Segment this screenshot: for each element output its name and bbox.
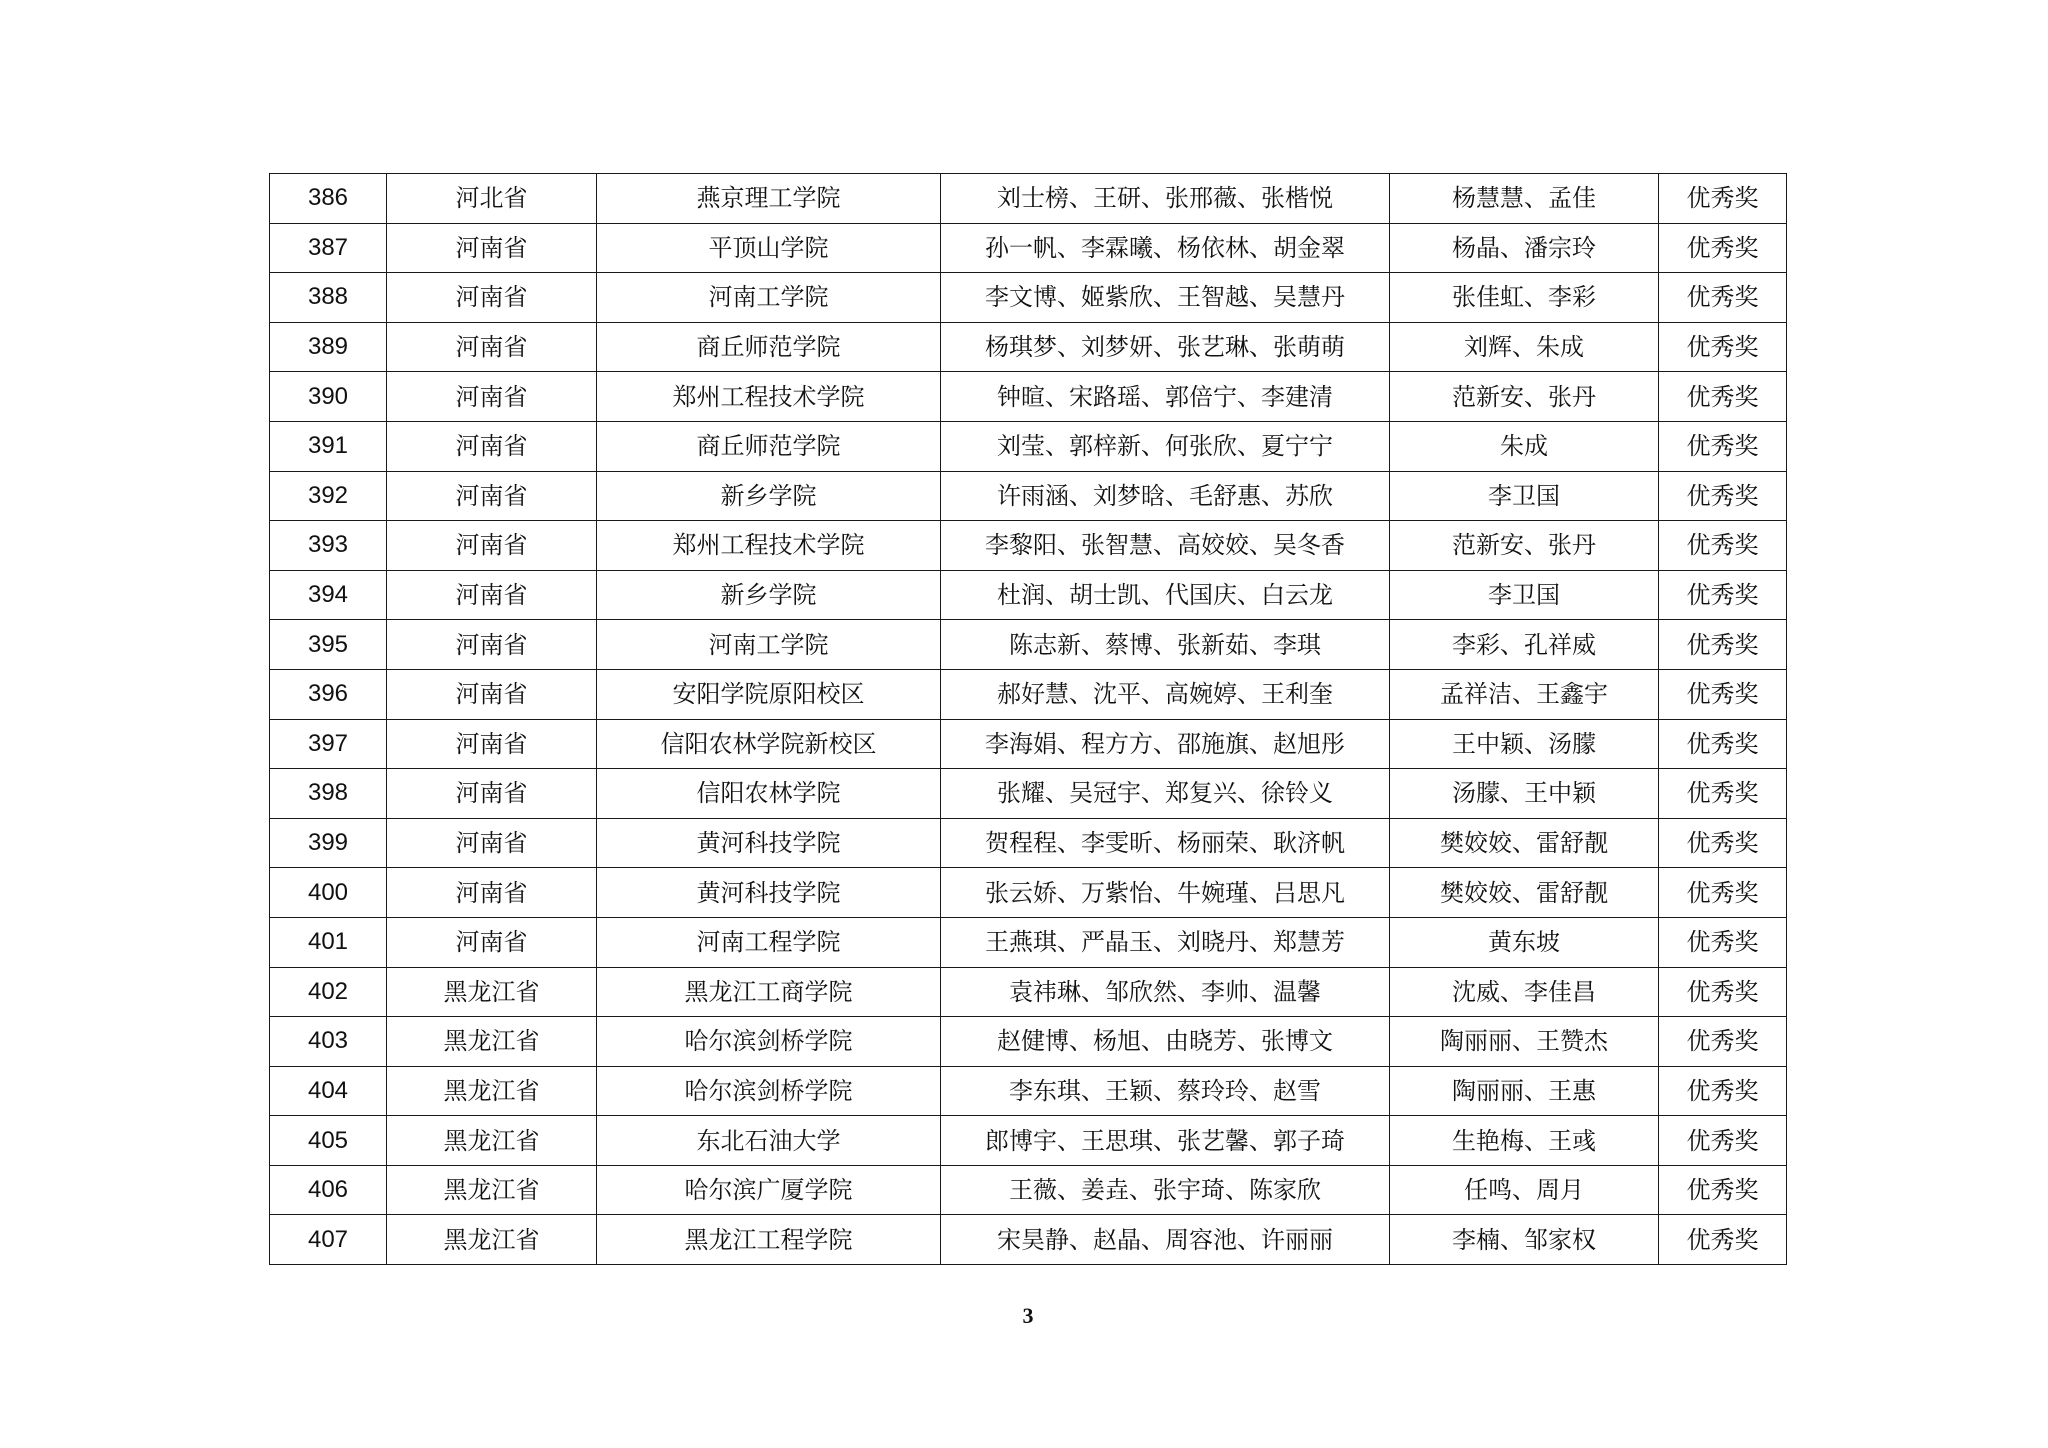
cell-province: 黑龙江省 [387, 1215, 597, 1265]
cell-number: 395 [270, 620, 387, 670]
cell-school: 黄河科技学院 [597, 818, 941, 868]
cell-school: 新乡学院 [597, 570, 941, 620]
cell-award: 优秀奖 [1659, 223, 1787, 273]
cell-province: 河南省 [387, 372, 597, 422]
cell-number: 399 [270, 818, 387, 868]
cell-number: 392 [270, 471, 387, 521]
table-row [270, 273, 1787, 323]
cell-advisors: 杨慧慧、孟佳 [1390, 174, 1659, 224]
table-row [270, 471, 1787, 521]
cell-school: 郑州工程技术学院 [597, 521, 941, 571]
cell-school: 黑龙江工程学院 [597, 1215, 941, 1265]
cell-province: 河南省 [387, 570, 597, 620]
table-row [270, 967, 1787, 1017]
cell-number: 400 [270, 868, 387, 918]
cell-advisors: 李彩、孔祥威 [1390, 620, 1659, 670]
page-number: 3 [1022, 1303, 1034, 1328]
cell-advisors: 李楠、邹家权 [1390, 1215, 1659, 1265]
cell-province: 黑龙江省 [387, 1116, 597, 1166]
cell-award: 优秀奖 [1659, 421, 1787, 471]
cell-advisors: 孟祥洁、王鑫宇 [1390, 669, 1659, 719]
cell-advisors: 刘辉、朱成 [1390, 322, 1659, 372]
cell-number: 394 [270, 570, 387, 620]
cell-province: 黑龙江省 [387, 1017, 597, 1067]
table-row [270, 917, 1787, 967]
cell-award: 优秀奖 [1659, 1017, 1787, 1067]
cell-advisors: 李卫国 [1390, 570, 1659, 620]
table-row [270, 818, 1787, 868]
cell-number: 393 [270, 521, 387, 571]
table-row [270, 223, 1787, 273]
cell-advisors: 任鸣、周月 [1390, 1165, 1659, 1215]
cell-students: 刘士榜、王研、张邢薇、张楷悦 [941, 174, 1390, 224]
cell-students: 孙一帆、李霖曦、杨依林、胡金翠 [941, 223, 1390, 273]
cell-award: 优秀奖 [1659, 372, 1787, 422]
cell-advisors: 生艳梅、王彧 [1390, 1116, 1659, 1166]
cell-number: 402 [270, 967, 387, 1017]
cell-advisors: 陶丽丽、王赞杰 [1390, 1017, 1659, 1067]
cell-school: 黑龙江工商学院 [597, 967, 941, 1017]
cell-number: 406 [270, 1165, 387, 1215]
cell-award: 优秀奖 [1659, 620, 1787, 670]
cell-school: 河南工学院 [597, 273, 941, 323]
cell-advisors: 樊姣姣、雷舒靓 [1390, 818, 1659, 868]
cell-school: 哈尔滨剑桥学院 [597, 1066, 941, 1116]
cell-award: 优秀奖 [1659, 818, 1787, 868]
cell-students: 李东琪、王颖、蔡玲玲、赵雪 [941, 1066, 1390, 1116]
cell-award: 优秀奖 [1659, 769, 1787, 819]
cell-advisors: 范新安、张丹 [1390, 521, 1659, 571]
cell-advisors: 王中颖、汤朦 [1390, 719, 1659, 769]
cell-province: 河南省 [387, 521, 597, 571]
cell-number: 388 [270, 273, 387, 323]
cell-number: 398 [270, 769, 387, 819]
cell-school: 安阳学院原阳校区 [597, 669, 941, 719]
table-row [270, 669, 1787, 719]
cell-province: 河南省 [387, 471, 597, 521]
cell-students: 郎博宇、王思琪、张艺馨、郭子琦 [941, 1116, 1390, 1166]
cell-students: 许雨涵、刘梦晗、毛舒惠、苏欣 [941, 471, 1390, 521]
cell-students: 陈志新、蔡博、张新茹、李琪 [941, 620, 1390, 670]
cell-province: 黑龙江省 [387, 1165, 597, 1215]
cell-number: 405 [270, 1116, 387, 1166]
cell-students: 宋昊静、赵晶、周容池、许丽丽 [941, 1215, 1390, 1265]
cell-number: 397 [270, 719, 387, 769]
cell-province: 河南省 [387, 421, 597, 471]
cell-award: 优秀奖 [1659, 471, 1787, 521]
cell-students: 张耀、吴冠宇、郑复兴、徐铃义 [941, 769, 1390, 819]
table-row [270, 1165, 1787, 1215]
cell-school: 哈尔滨广厦学院 [597, 1165, 941, 1215]
cell-advisors: 杨晶、潘宗玲 [1390, 223, 1659, 273]
cell-award: 优秀奖 [1659, 570, 1787, 620]
cell-award: 优秀奖 [1659, 174, 1787, 224]
cell-award: 优秀奖 [1659, 1165, 1787, 1215]
cell-students: 钟暄、宋路瑶、郭倍宁、李建清 [941, 372, 1390, 422]
cell-award: 优秀奖 [1659, 669, 1787, 719]
cell-advisors: 李卫国 [1390, 471, 1659, 521]
table-row [270, 570, 1787, 620]
cell-school: 河南工学院 [597, 620, 941, 670]
cell-number: 401 [270, 917, 387, 967]
cell-students: 李文博、姬紫欣、王智越、吴慧丹 [941, 273, 1390, 323]
cell-province: 河南省 [387, 769, 597, 819]
cell-province: 河南省 [387, 273, 597, 323]
cell-school: 信阳农林学院 [597, 769, 941, 819]
cell-number: 390 [270, 372, 387, 422]
cell-school: 郑州工程技术学院 [597, 372, 941, 422]
cell-school: 新乡学院 [597, 471, 941, 521]
cell-number: 407 [270, 1215, 387, 1265]
cell-advisors: 张佳虹、李彩 [1390, 273, 1659, 323]
table-row [270, 1116, 1787, 1166]
cell-award: 优秀奖 [1659, 967, 1787, 1017]
cell-province: 河南省 [387, 719, 597, 769]
cell-number: 391 [270, 421, 387, 471]
cell-students: 郝好慧、沈平、高婉婷、王利奎 [941, 669, 1390, 719]
cell-province: 河南省 [387, 223, 597, 273]
cell-students: 杨琪梦、刘梦妍、张艺琳、张萌萌 [941, 322, 1390, 372]
cell-award: 优秀奖 [1659, 917, 1787, 967]
cell-province: 河北省 [387, 174, 597, 224]
cell-school: 哈尔滨剑桥学院 [597, 1017, 941, 1067]
award-table [269, 173, 1787, 1265]
cell-province: 河南省 [387, 322, 597, 372]
cell-school: 平顶山学院 [597, 223, 941, 273]
table-row [270, 769, 1787, 819]
cell-award: 优秀奖 [1659, 1066, 1787, 1116]
cell-award: 优秀奖 [1659, 521, 1787, 571]
cell-number: 396 [270, 669, 387, 719]
cell-award: 优秀奖 [1659, 273, 1787, 323]
cell-province: 河南省 [387, 669, 597, 719]
table-row [270, 322, 1787, 372]
cell-number: 403 [270, 1017, 387, 1067]
cell-school: 商丘师范学院 [597, 421, 941, 471]
cell-advisors: 黄东坡 [1390, 917, 1659, 967]
cell-award: 优秀奖 [1659, 1116, 1787, 1166]
cell-school: 燕京理工学院 [597, 174, 941, 224]
cell-advisors: 沈威、李佳昌 [1390, 967, 1659, 1017]
cell-students: 李黎阳、张智慧、高姣姣、吴冬香 [941, 521, 1390, 571]
cell-advisors: 樊姣姣、雷舒靓 [1390, 868, 1659, 918]
cell-award: 优秀奖 [1659, 1215, 1787, 1265]
cell-province: 黑龙江省 [387, 967, 597, 1017]
cell-school: 信阳农林学院新校区 [597, 719, 941, 769]
cell-students: 张云娇、万紫怡、牛婉瑾、吕思凡 [941, 868, 1390, 918]
cell-school: 黄河科技学院 [597, 868, 941, 918]
cell-number: 386 [270, 174, 387, 224]
table-row [270, 1215, 1787, 1265]
table-row [270, 421, 1787, 471]
cell-advisors: 朱成 [1390, 421, 1659, 471]
table-row [270, 719, 1787, 769]
cell-province: 河南省 [387, 818, 597, 868]
table-row [270, 521, 1787, 571]
table-row [270, 174, 1787, 224]
cell-number: 389 [270, 322, 387, 372]
cell-award: 优秀奖 [1659, 868, 1787, 918]
cell-advisors: 范新安、张丹 [1390, 372, 1659, 422]
cell-advisors: 汤朦、王中颖 [1390, 769, 1659, 819]
cell-students: 袁祎琳、邹欣然、李帅、温馨 [941, 967, 1390, 1017]
cell-award: 优秀奖 [1659, 322, 1787, 372]
cell-students: 贺程程、李雯昕、杨丽荣、耿济帆 [941, 818, 1390, 868]
table-row [270, 1066, 1787, 1116]
cell-students: 李海娟、程方方、邵施旗、赵旭彤 [941, 719, 1390, 769]
cell-students: 王薇、姜垚、张宇琦、陈家欣 [941, 1165, 1390, 1215]
cell-number: 387 [270, 223, 387, 273]
table-row [270, 1017, 1787, 1067]
table-row [270, 372, 1787, 422]
cell-number: 404 [270, 1066, 387, 1116]
table-row [270, 868, 1787, 918]
cell-students: 杜润、胡士凯、代国庆、白云龙 [941, 570, 1390, 620]
cell-province: 河南省 [387, 620, 597, 670]
cell-award: 优秀奖 [1659, 719, 1787, 769]
award-table-body [270, 174, 1787, 1265]
cell-students: 刘莹、郭梓新、何张欣、夏宁宁 [941, 421, 1390, 471]
cell-province: 河南省 [387, 868, 597, 918]
cell-province: 黑龙江省 [387, 1066, 597, 1116]
cell-school: 河南工程学院 [597, 917, 941, 967]
table-row [270, 620, 1787, 670]
cell-advisors: 陶丽丽、王惠 [1390, 1066, 1659, 1116]
cell-school: 东北石油大学 [597, 1116, 941, 1166]
cell-students: 赵健博、杨旭、由晓芳、张博文 [941, 1017, 1390, 1067]
cell-students: 王燕琪、严晶玉、刘晓丹、郑慧芳 [941, 917, 1390, 967]
cell-province: 河南省 [387, 917, 597, 967]
cell-school: 商丘师范学院 [597, 322, 941, 372]
